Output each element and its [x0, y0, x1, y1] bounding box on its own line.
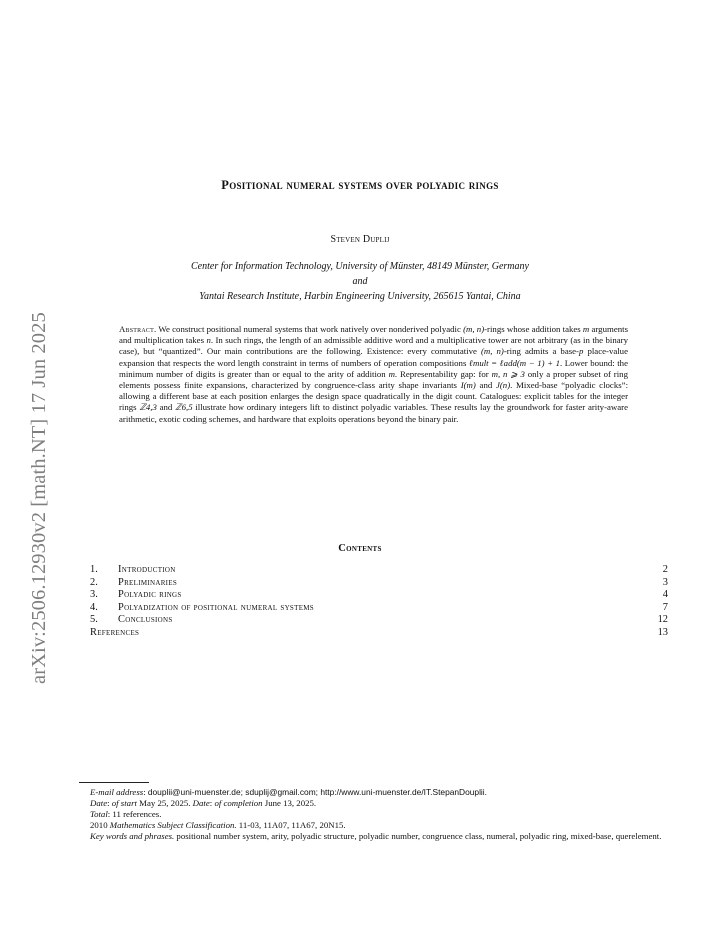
footnote-label: Date	[192, 798, 210, 809]
footnote-value: 11-03, 11A07, 11A67, 20N15.	[236, 820, 346, 831]
affiliation-second: Yantai Research Institute, Harbin Engineering University, 265615 Yantai, China	[199, 291, 521, 302]
footnote-label: of completion	[214, 798, 263, 809]
abstract-text: illustrate how ordinary integers lift to distinct polyadic variables. These results lay the groundwork for faster arity-aware arithmetic, exotic coding schemes, and hardware that exploits operations beyond the binary pair.	[119, 402, 628, 424]
toc-title: Conclusions	[118, 614, 173, 626]
toc-page: 13	[657, 626, 668, 638]
email-addresses[interactable]: douplii@uni-muenster.de; sduplij@gmail.com; http://www.uni-muenster.de/IT.StepanDouplii.	[147, 787, 487, 797]
footnote-msc	[79, 820, 668, 831]
toc-entry-polyadic-rings[interactable]	[90, 589, 668, 602]
abstract-math: m, n ⩾ 3	[491, 368, 525, 379]
abstract-math: (m, n)	[463, 324, 485, 334]
table-of-contents	[90, 564, 668, 640]
abstract-text: We construct positional numeral systems that work natively over nonderived polyadic	[156, 324, 464, 334]
abstract-text: and	[156, 402, 176, 413]
abstract-label: Abstract.	[119, 324, 157, 334]
toc-number: 5.	[90, 614, 98, 626]
abstract-math: m	[582, 324, 590, 334]
footnote-label: Key words and phrases.	[90, 831, 175, 842]
toc-title: Polyadization of positional numeral systems	[118, 601, 314, 613]
toc-entry-references[interactable]	[90, 627, 668, 640]
toc-page: 4	[662, 589, 668, 601]
abstract-math: m	[388, 368, 395, 379]
abstract-text: only a proper subset of ring elements possess finite expansions, characterized by congruence-class arity shape invariants	[119, 368, 628, 391]
footnote-rule	[79, 782, 149, 783]
abstract-math: J(n)	[495, 380, 511, 391]
footnote-keywords	[79, 831, 668, 842]
abstract-math: ℤ6,5	[175, 402, 193, 413]
abstract	[119, 324, 628, 425]
abstract-math: ℓmult = ℓadd(m − 1) + 1	[468, 357, 560, 368]
abstract-text: arguments and multiplication takes	[119, 324, 628, 346]
abstract-text: . In such rings, the length of an admissible additive word and a multiplicative tower are not arbitrary (as in the binary case), but “quantized”. Our main contributions are the following. Existence: every commutative	[119, 335, 628, 357]
footnote-value: May 25, 2025.	[136, 798, 193, 809]
abstract-text: . Lower bound: the minimum number of digits is greater than or equal to the arity of addition	[119, 357, 628, 379]
abstract-text: -rings whose addition takes	[484, 324, 583, 334]
footnote-label: of start	[111, 798, 137, 809]
footnote-value: positional number system, arity, polyadic structure, polyadic number, congruence class, numeral, polyadic ring, mixed-base, querelement.	[174, 831, 662, 842]
abstract-math: p	[579, 346, 584, 357]
footnote-value: 2010	[90, 820, 110, 831]
toc-title: Introduction	[118, 564, 176, 575]
footnote-value: : 11 references.	[107, 809, 162, 820]
footnotes	[79, 787, 668, 842]
footnote-value: June 13, 2025.	[262, 798, 317, 809]
toc-page: 2	[662, 564, 668, 575]
abstract-text: . Representability gap: for	[394, 368, 492, 379]
footnote-email: E-mail address: douplii@uni-muenster.de; sduplij@gmail.com; http://www.uni-muenster.de/IT.StepanDouplii.	[90, 787, 487, 797]
toc-number: 3.	[90, 589, 98, 601]
abstract-text: and	[475, 380, 496, 391]
toc-title: Polyadic rings	[118, 589, 182, 601]
footnote-label: Mathematics Subject Classification.	[109, 820, 237, 831]
contents-heading: Contents	[338, 543, 382, 554]
abstract-text: . Mixed-base “polyadic clocks”: allowing a different base at each position enlarges the design space quadratically in the digit count. Catalogues: explicit tables for the integer rings	[119, 380, 629, 413]
author-name: Steven Duplij	[330, 234, 390, 245]
footnote-label: Total	[90, 809, 108, 820]
footnote-label: Date	[90, 798, 108, 809]
toc-page: 3	[662, 576, 668, 588]
abstract-math: ℤ4,3	[139, 402, 157, 413]
affiliation-first: Center for Information Technology, University of Münster, 48149 Münster, Germany	[191, 261, 529, 272]
toc-entry-conclusions[interactable]	[90, 614, 668, 627]
abstract-text: -ring admits a base-	[503, 346, 579, 357]
toc-title: References	[90, 626, 140, 638]
toc-number: 4.	[90, 601, 98, 613]
toc-number: 1.	[90, 564, 98, 575]
toc-entry-introduction[interactable]	[90, 564, 668, 577]
toc-title: Preliminaries	[118, 576, 178, 588]
abstract-text: place-value expansion that respects the word length constraint in terms of numbers of operation compositions	[119, 346, 628, 368]
toc-number: 2.	[90, 576, 98, 588]
footnote-label: E-mail address	[90, 787, 144, 797]
footnote-total	[79, 809, 668, 820]
abstract-math: n	[206, 335, 211, 346]
paper-title: Positional numeral systems over polyadic rings	[221, 178, 499, 192]
toc-entry-preliminaries[interactable]	[90, 577, 668, 590]
toc-entry-polyadization[interactable]	[90, 602, 668, 615]
affiliation-conjunction: and	[352, 276, 368, 287]
toc-page: 12	[657, 614, 668, 626]
footnote-dates: Date: of start May 25, 2025. Date: of completion June 13, 2025.	[90, 798, 317, 809]
toc-page: 7	[662, 601, 668, 613]
arxiv-identifier-stamp: arXiv:2506.12930v2 [math.NT] 17 Jun 2025	[28, 312, 50, 684]
abstract-math: (m, n)	[480, 346, 504, 357]
abstract-math: I(m)	[460, 380, 476, 391]
